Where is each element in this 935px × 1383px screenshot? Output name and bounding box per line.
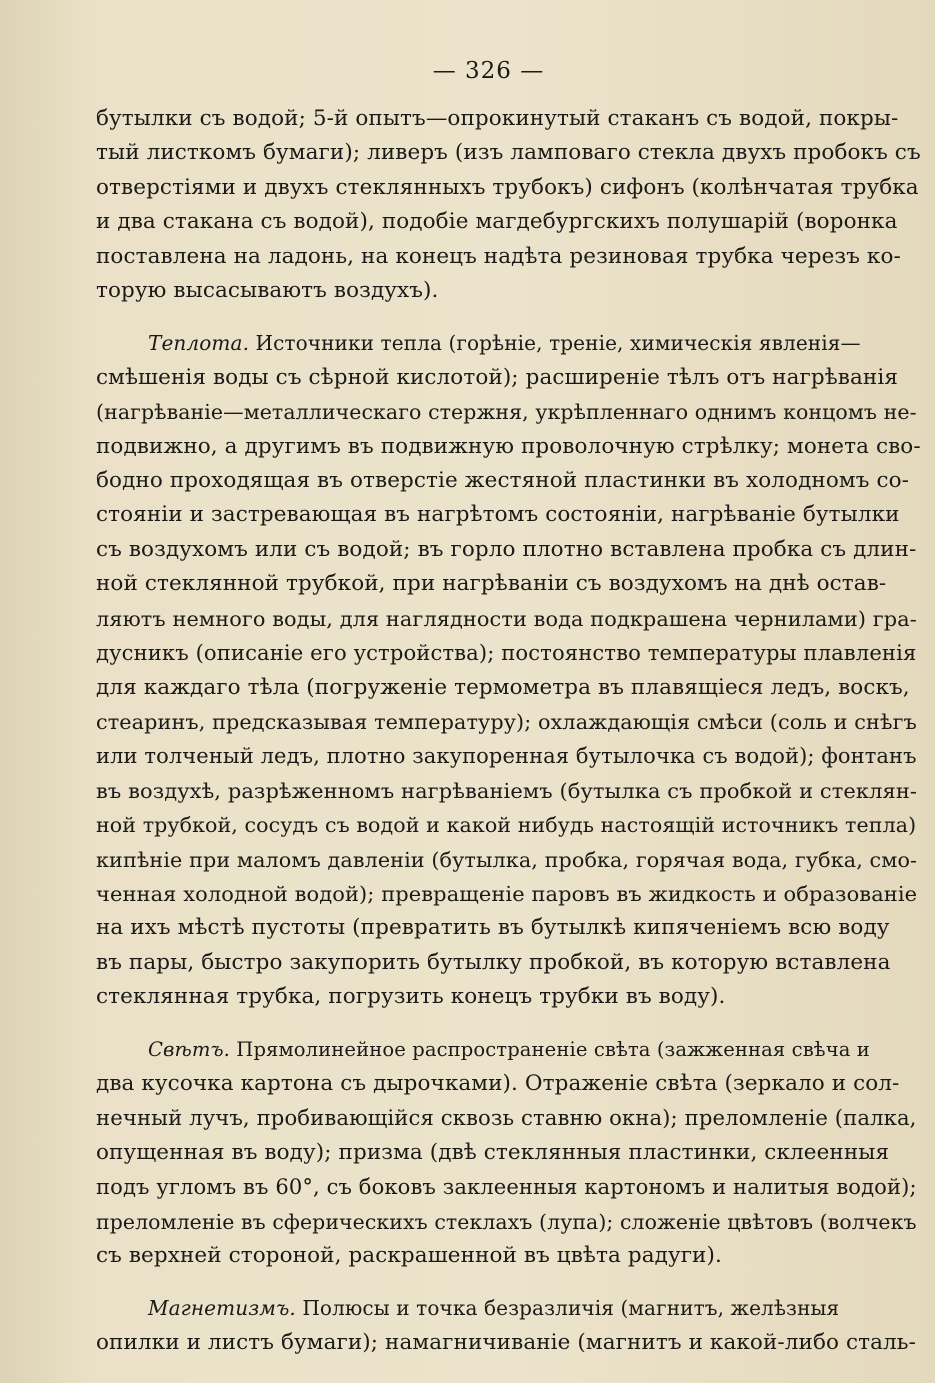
paragraph-heat bbox=[96, 326, 921, 1014]
paragraph-light bbox=[96, 1033, 921, 1274]
text-line: или толченый ледъ, плотно закупоренная бутылочка съ водой); фонтанъ bbox=[96, 743, 917, 769]
text-line: бодно проходящая въ отверстіе жестяной пластинки въ холодномъ со- bbox=[96, 468, 909, 494]
text-line: бутылки съ водой; 5-й опытъ—опрокинутый стаканъ съ водой, покры- bbox=[96, 106, 899, 131]
text-line: (нагрѣваніе—металлическаго стержня, укрѣпленнаго однимъ концомъ не- bbox=[96, 400, 917, 425]
text-line: для каждаго тѣла (погруженіе термометра въ плавящіеся ледъ, воскъ, bbox=[96, 674, 910, 700]
text-line: ляютъ немного воды, для наглядности вода подкрашена чернилами) гра- bbox=[96, 606, 917, 631]
text-line bbox=[96, 326, 921, 360]
text-line: подвижно, а другимъ въ подвижную проволочную стрѣлку; монета сво- bbox=[96, 433, 921, 459]
text-line: тый листкомъ бумаги); ливеръ (изъ ламповаго стекла двухъ пробокъ съ bbox=[96, 140, 921, 166]
text-line: торую высасываютъ воздухъ). bbox=[96, 278, 439, 304]
text-line: и два стакана съ водой), подобіе магдебургскихъ полушарій (воронка bbox=[96, 209, 898, 235]
text-line: дусникъ (описаніе его устройства); постоянство температуры плавленія bbox=[96, 640, 917, 666]
text-line: съ воздухомъ или съ водой; въ горло плотно вставлена пробка съ длин- bbox=[96, 536, 917, 562]
text-line-start: Полюсы и точка безразличія (магнитъ, желѣзныя bbox=[302, 1296, 840, 1321]
text-line: опущенная въ воду); призма (двѣ стеклянныя пластинки, склеенныя bbox=[96, 1139, 890, 1165]
text-line: съ верхней стороной, раскрашенной въ цвѣта радуги). bbox=[96, 1243, 722, 1268]
text-line: два кусочка картона съ дырочками). Отраженіе свѣта (зеркало и сол- bbox=[96, 1070, 900, 1096]
text-line-start: Источники тепла (горѣніе, треніе, химическія явленія— bbox=[255, 331, 861, 356]
page-number: — 326 — bbox=[432, 58, 545, 84]
text-line: ной стеклянной трубкой, при нагрѣваніи съ воздухомъ на днѣ остав- bbox=[96, 571, 887, 597]
text-line: ной трубкой, сосудъ съ водой и какой нибудь настоящій источникъ тепла) bbox=[96, 813, 917, 838]
text-line bbox=[96, 1033, 921, 1067]
section-heading-magnetism: Магнетизмъ. bbox=[148, 1296, 296, 1321]
text-line-start: Прямолинейное распространеніе свѣта (зажженная свѣча и bbox=[236, 1037, 870, 1061]
text-line: въ воздухѣ, разрѣженномъ нагрѣваніемъ (бутылка съ пробкой и стеклян- bbox=[96, 778, 918, 803]
text-line: кипѣніе при маломъ давленіи (бутылка, пробка, горячая вода, губка, смо- bbox=[96, 847, 918, 872]
text-line: подъ угломъ въ 60°, съ боковъ заклеенныя картономъ и налитыя водой); bbox=[96, 1174, 917, 1200]
paragraph-magnetism bbox=[96, 1291, 921, 1360]
text-line: ченная холодной водой); превращеніе паровъ въ жидкость и образованіе bbox=[96, 881, 918, 906]
text-line: поставлена на ладонь, на конецъ надѣта резиновая трубка черезъ ко- bbox=[96, 243, 901, 269]
text-line: стеклянная трубка, погрузить конецъ трубки въ воду). bbox=[96, 984, 726, 1010]
paragraph-vacuum-experiments bbox=[96, 102, 921, 308]
text-line: смѣшенія воды съ сѣрной кислотой); расширеніе тѣлъ отъ нагрѣванія bbox=[96, 364, 898, 390]
text-line: преломленіе въ сферическихъ стеклахъ (лупа); сложеніе цвѣтовъ (волчекъ bbox=[96, 1209, 917, 1234]
text-line: стояніи и застревающая въ нагрѣтомъ состояніи, нагрѣваніе бутылки bbox=[96, 502, 900, 528]
text-line: опилки и листъ бумаги); намагничиваніе (магнитъ и какой-либо сталь- bbox=[96, 1329, 916, 1355]
section-heading-light: Свѣтъ. bbox=[148, 1037, 230, 1061]
text-line: нечный лучъ, пробивающійся сквозь ставню окна); преломленіе (палка, bbox=[96, 1105, 917, 1131]
text-line: на ихъ мѣстѣ пустоты (превратить въ бутылкѣ кипяченіемъ всю воду bbox=[96, 915, 890, 941]
text-line: въ пары, быстро закупорить бутылку пробкой, въ которую вставлена bbox=[96, 949, 891, 975]
section-heading-heat: Теплота. bbox=[148, 331, 250, 356]
text-line: стеаринъ, предсказывая температуру); охлаждающія смѣси (соль и снѣгъ bbox=[96, 709, 917, 734]
text-line: отверстіями и двухъ стеклянныхъ трубокъ) сифонъ (колѣнчатая трубка bbox=[96, 174, 919, 200]
text-line bbox=[96, 1291, 921, 1325]
